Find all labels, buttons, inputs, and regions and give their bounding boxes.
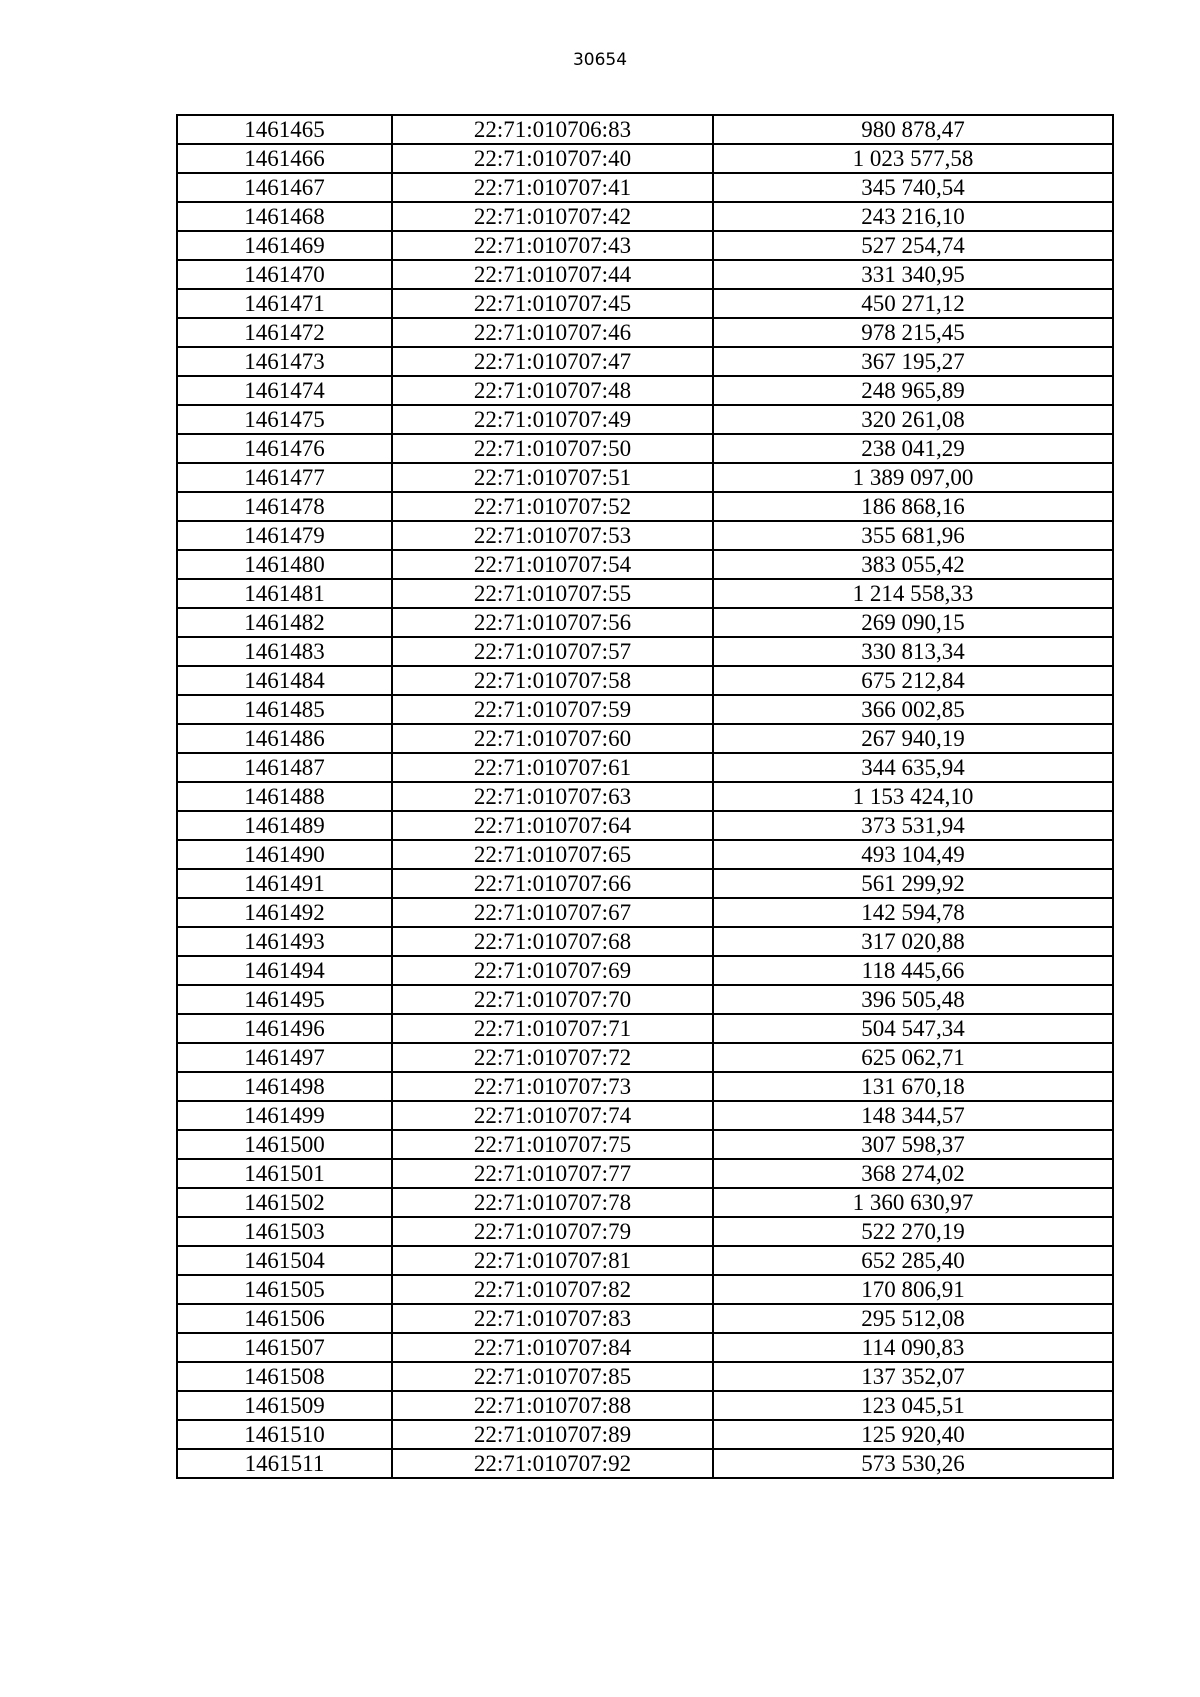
row-id-cell: 1461477: [177, 463, 392, 492]
row-id-cell: 1461496: [177, 1014, 392, 1043]
row-id-cell: 1461510: [177, 1420, 392, 1449]
value-cell: 307 598,37: [713, 1130, 1113, 1159]
table-row: [177, 1362, 1113, 1391]
row-id-cell: 1461493: [177, 927, 392, 956]
table-row: [177, 695, 1113, 724]
cadastral-number-cell: 22:71:010707:44: [392, 260, 713, 289]
table-row: [177, 927, 1113, 956]
table-row: [177, 405, 1113, 434]
row-id-cell: 1461482: [177, 608, 392, 637]
value-cell: 248 965,89: [713, 376, 1113, 405]
cadastral-number-cell: 22:71:010707:85: [392, 1362, 713, 1391]
cadastral-number-cell: 22:71:010707:64: [392, 811, 713, 840]
row-id-cell: 1461492: [177, 898, 392, 927]
value-cell: 269 090,15: [713, 608, 1113, 637]
cadastral-number-cell: 22:71:010707:83: [392, 1304, 713, 1333]
cadastral-number-cell: 22:71:010707:70: [392, 985, 713, 1014]
row-id-cell: 1461502: [177, 1188, 392, 1217]
row-id-cell: 1461483: [177, 637, 392, 666]
table-row: [177, 1072, 1113, 1101]
table-row: [177, 1420, 1113, 1449]
cadastral-number-cell: 22:71:010707:74: [392, 1101, 713, 1130]
value-cell: 295 512,08: [713, 1304, 1113, 1333]
row-id-cell: 1461467: [177, 173, 392, 202]
value-cell: 137 352,07: [713, 1362, 1113, 1391]
cadastral-number-cell: 22:71:010707:51: [392, 463, 713, 492]
value-cell: 355 681,96: [713, 521, 1113, 550]
table-row: [177, 434, 1113, 463]
table-row: [177, 376, 1113, 405]
table-row: [177, 1217, 1113, 1246]
table-body: [177, 115, 1113, 1478]
row-id-cell: 1461470: [177, 260, 392, 289]
table-row: [177, 985, 1113, 1014]
cadastral-number-cell: 22:71:010707:61: [392, 753, 713, 782]
row-id-cell: 1461499: [177, 1101, 392, 1130]
value-cell: 980 878,47: [713, 115, 1113, 144]
row-id-cell: 1461481: [177, 579, 392, 608]
value-cell: 317 020,88: [713, 927, 1113, 956]
cadastral-number-cell: 22:71:010707:65: [392, 840, 713, 869]
table-row: [177, 492, 1113, 521]
cadastral-number-cell: 22:71:010707:54: [392, 550, 713, 579]
value-cell: 344 635,94: [713, 753, 1113, 782]
value-cell: 267 940,19: [713, 724, 1113, 753]
value-cell: 383 055,42: [713, 550, 1113, 579]
row-id-cell: 1461475: [177, 405, 392, 434]
cadastral-number-cell: 22:71:010707:68: [392, 927, 713, 956]
row-id-cell: 1461508: [177, 1362, 392, 1391]
value-cell: 142 594,78: [713, 898, 1113, 927]
table-row: [177, 521, 1113, 550]
table-row: [177, 1014, 1113, 1043]
row-id-cell: 1461484: [177, 666, 392, 695]
table-row: [177, 1333, 1113, 1362]
value-cell: 331 340,95: [713, 260, 1113, 289]
table-row: [177, 173, 1113, 202]
value-cell: 493 104,49: [713, 840, 1113, 869]
row-id-cell: 1461505: [177, 1275, 392, 1304]
cadastral-number-cell: 22:71:010707:63: [392, 782, 713, 811]
table-row: [177, 782, 1113, 811]
table-row: [177, 1130, 1113, 1159]
cadastral-number-cell: 22:71:010707:77: [392, 1159, 713, 1188]
table-row: [177, 1101, 1113, 1130]
table-row: [177, 347, 1113, 376]
table-row: [177, 1246, 1113, 1275]
value-cell: 330 813,34: [713, 637, 1113, 666]
value-cell: 131 670,18: [713, 1072, 1113, 1101]
table-row: [177, 811, 1113, 840]
table-row: [177, 753, 1113, 782]
row-id-cell: 1461491: [177, 869, 392, 898]
table-row: [177, 289, 1113, 318]
value-cell: 367 195,27: [713, 347, 1113, 376]
table-row: [177, 550, 1113, 579]
value-cell: 561 299,92: [713, 869, 1113, 898]
cadastral-number-cell: 22:71:010707:66: [392, 869, 713, 898]
table-row: [177, 1449, 1113, 1478]
cadastral-number-cell: 22:71:010707:69: [392, 956, 713, 985]
row-id-cell: 1461472: [177, 318, 392, 347]
row-id-cell: 1461474: [177, 376, 392, 405]
table-row: [177, 144, 1113, 173]
value-cell: 366 002,85: [713, 695, 1113, 724]
cadastral-number-cell: 22:71:010707:82: [392, 1275, 713, 1304]
value-cell: 1 153 424,10: [713, 782, 1113, 811]
table-row: [177, 869, 1113, 898]
cadastral-number-cell: 22:71:010707:79: [392, 1217, 713, 1246]
value-cell: 1 023 577,58: [713, 144, 1113, 173]
row-id-cell: 1461473: [177, 347, 392, 376]
cadastral-number-cell: 22:71:010707:92: [392, 1449, 713, 1478]
value-cell: 527 254,74: [713, 231, 1113, 260]
table-row: [177, 115, 1113, 144]
value-cell: 450 271,12: [713, 289, 1113, 318]
row-id-cell: 1461504: [177, 1246, 392, 1275]
cadastral-number-cell: 22:71:010707:89: [392, 1420, 713, 1449]
row-id-cell: 1461478: [177, 492, 392, 521]
row-id-cell: 1461476: [177, 434, 392, 463]
cadastral-number-cell: 22:71:010707:55: [392, 579, 713, 608]
cadastral-number-cell: 22:71:010707:49: [392, 405, 713, 434]
cadastral-number-cell: 22:71:010707:75: [392, 1130, 713, 1159]
cadastral-number-cell: 22:71:010707:59: [392, 695, 713, 724]
table-row: [177, 463, 1113, 492]
cadastral-number-cell: 22:71:010707:43: [392, 231, 713, 260]
row-id-cell: 1461500: [177, 1130, 392, 1159]
value-cell: 373 531,94: [713, 811, 1113, 840]
table-row: [177, 231, 1113, 260]
cadastral-number-cell: 22:71:010707:78: [392, 1188, 713, 1217]
value-cell: 118 445,66: [713, 956, 1113, 985]
row-id-cell: 1461468: [177, 202, 392, 231]
value-cell: 522 270,19: [713, 1217, 1113, 1246]
table-row: [177, 898, 1113, 927]
value-cell: 186 868,16: [713, 492, 1113, 521]
page-number: 30654: [572, 50, 628, 70]
table-row: [177, 1275, 1113, 1304]
value-cell: 170 806,91: [713, 1275, 1113, 1304]
cadastral-number-cell: 22:71:010707:60: [392, 724, 713, 753]
table-row: [177, 608, 1113, 637]
cadastral-number-cell: 22:71:010707:67: [392, 898, 713, 927]
value-cell: 238 041,29: [713, 434, 1113, 463]
table-row: [177, 956, 1113, 985]
cadastral-number-cell: 22:71:010707:71: [392, 1014, 713, 1043]
value-cell: 1 389 097,00: [713, 463, 1113, 492]
cadastral-number-cell: 22:71:010707:56: [392, 608, 713, 637]
cadastral-number-cell: 22:71:010707:40: [392, 144, 713, 173]
row-id-cell: 1461509: [177, 1391, 392, 1420]
row-id-cell: 1461480: [177, 550, 392, 579]
table-row: [177, 1304, 1113, 1333]
row-id-cell: 1461511: [177, 1449, 392, 1478]
table-row: [177, 1391, 1113, 1420]
table-row: [177, 260, 1113, 289]
value-cell: 1 360 630,97: [713, 1188, 1113, 1217]
cadastral-number-cell: 22:71:010707:48: [392, 376, 713, 405]
cadastral-number-cell: 22:71:010707:84: [392, 1333, 713, 1362]
cadastral-number-cell: 22:71:010707:52: [392, 492, 713, 521]
cadastral-number-cell: 22:71:010707:73: [392, 1072, 713, 1101]
cadastral-number-cell: 22:71:010707:81: [392, 1246, 713, 1275]
value-cell: 123 045,51: [713, 1391, 1113, 1420]
row-id-cell: 1461486: [177, 724, 392, 753]
value-cell: 675 212,84: [713, 666, 1113, 695]
row-id-cell: 1461498: [177, 1072, 392, 1101]
row-id-cell: 1461471: [177, 289, 392, 318]
value-cell: 1 214 558,33: [713, 579, 1113, 608]
row-id-cell: 1461507: [177, 1333, 392, 1362]
value-cell: 114 090,83: [713, 1333, 1113, 1362]
value-cell: 573 530,26: [713, 1449, 1113, 1478]
value-cell: 652 285,40: [713, 1246, 1113, 1275]
cadastral-number-cell: 22:71:010707:57: [392, 637, 713, 666]
cadastral-number-cell: 22:71:010707:42: [392, 202, 713, 231]
table-row: [177, 1043, 1113, 1072]
value-cell: 625 062,71: [713, 1043, 1113, 1072]
table-row: [177, 318, 1113, 347]
row-id-cell: 1461497: [177, 1043, 392, 1072]
row-id-cell: 1461494: [177, 956, 392, 985]
table-row: [177, 724, 1113, 753]
value-cell: 978 215,45: [713, 318, 1113, 347]
value-cell: 504 547,34: [713, 1014, 1113, 1043]
row-id-cell: 1461489: [177, 811, 392, 840]
cadastral-number-cell: 22:71:010707:45: [392, 289, 713, 318]
value-cell: 396 505,48: [713, 985, 1113, 1014]
row-id-cell: 1461503: [177, 1217, 392, 1246]
cadastral-number-cell: 22:71:010707:53: [392, 521, 713, 550]
table-row: [177, 666, 1113, 695]
row-id-cell: 1461488: [177, 782, 392, 811]
value-cell: 320 261,08: [713, 405, 1113, 434]
cadastral-number-cell: 22:71:010707:41: [392, 173, 713, 202]
value-cell: 243 216,10: [713, 202, 1113, 231]
table-row: [177, 1159, 1113, 1188]
row-id-cell: 1461485: [177, 695, 392, 724]
table-row: [177, 637, 1113, 666]
row-id-cell: 1461465: [177, 115, 392, 144]
cadastral-number-cell: 22:71:010706:83: [392, 115, 713, 144]
cadastral-number-cell: 22:71:010707:88: [392, 1391, 713, 1420]
value-cell: 125 920,40: [713, 1420, 1113, 1449]
cadastral-number-cell: 22:71:010707:72: [392, 1043, 713, 1072]
table-row: [177, 840, 1113, 869]
cadastral-number-cell: 22:71:010707:58: [392, 666, 713, 695]
row-id-cell: 1461506: [177, 1304, 392, 1333]
cadastral-number-cell: 22:71:010707:50: [392, 434, 713, 463]
cadastral-number-cell: 22:71:010707:46: [392, 318, 713, 347]
row-id-cell: 1461501: [177, 1159, 392, 1188]
table-row: [177, 1188, 1113, 1217]
row-id-cell: 1461495: [177, 985, 392, 1014]
row-id-cell: 1461469: [177, 231, 392, 260]
row-id-cell: 1461479: [177, 521, 392, 550]
row-id-cell: 1461487: [177, 753, 392, 782]
table-row: [177, 202, 1113, 231]
value-cell: 345 740,54: [713, 173, 1113, 202]
cadastral-number-cell: 22:71:010707:47: [392, 347, 713, 376]
table-row: [177, 579, 1113, 608]
cadastral-value-table: [176, 114, 1114, 1479]
value-cell: 148 344,57: [713, 1101, 1113, 1130]
row-id-cell: 1461490: [177, 840, 392, 869]
value-cell: 368 274,02: [713, 1159, 1113, 1188]
row-id-cell: 1461466: [177, 144, 392, 173]
